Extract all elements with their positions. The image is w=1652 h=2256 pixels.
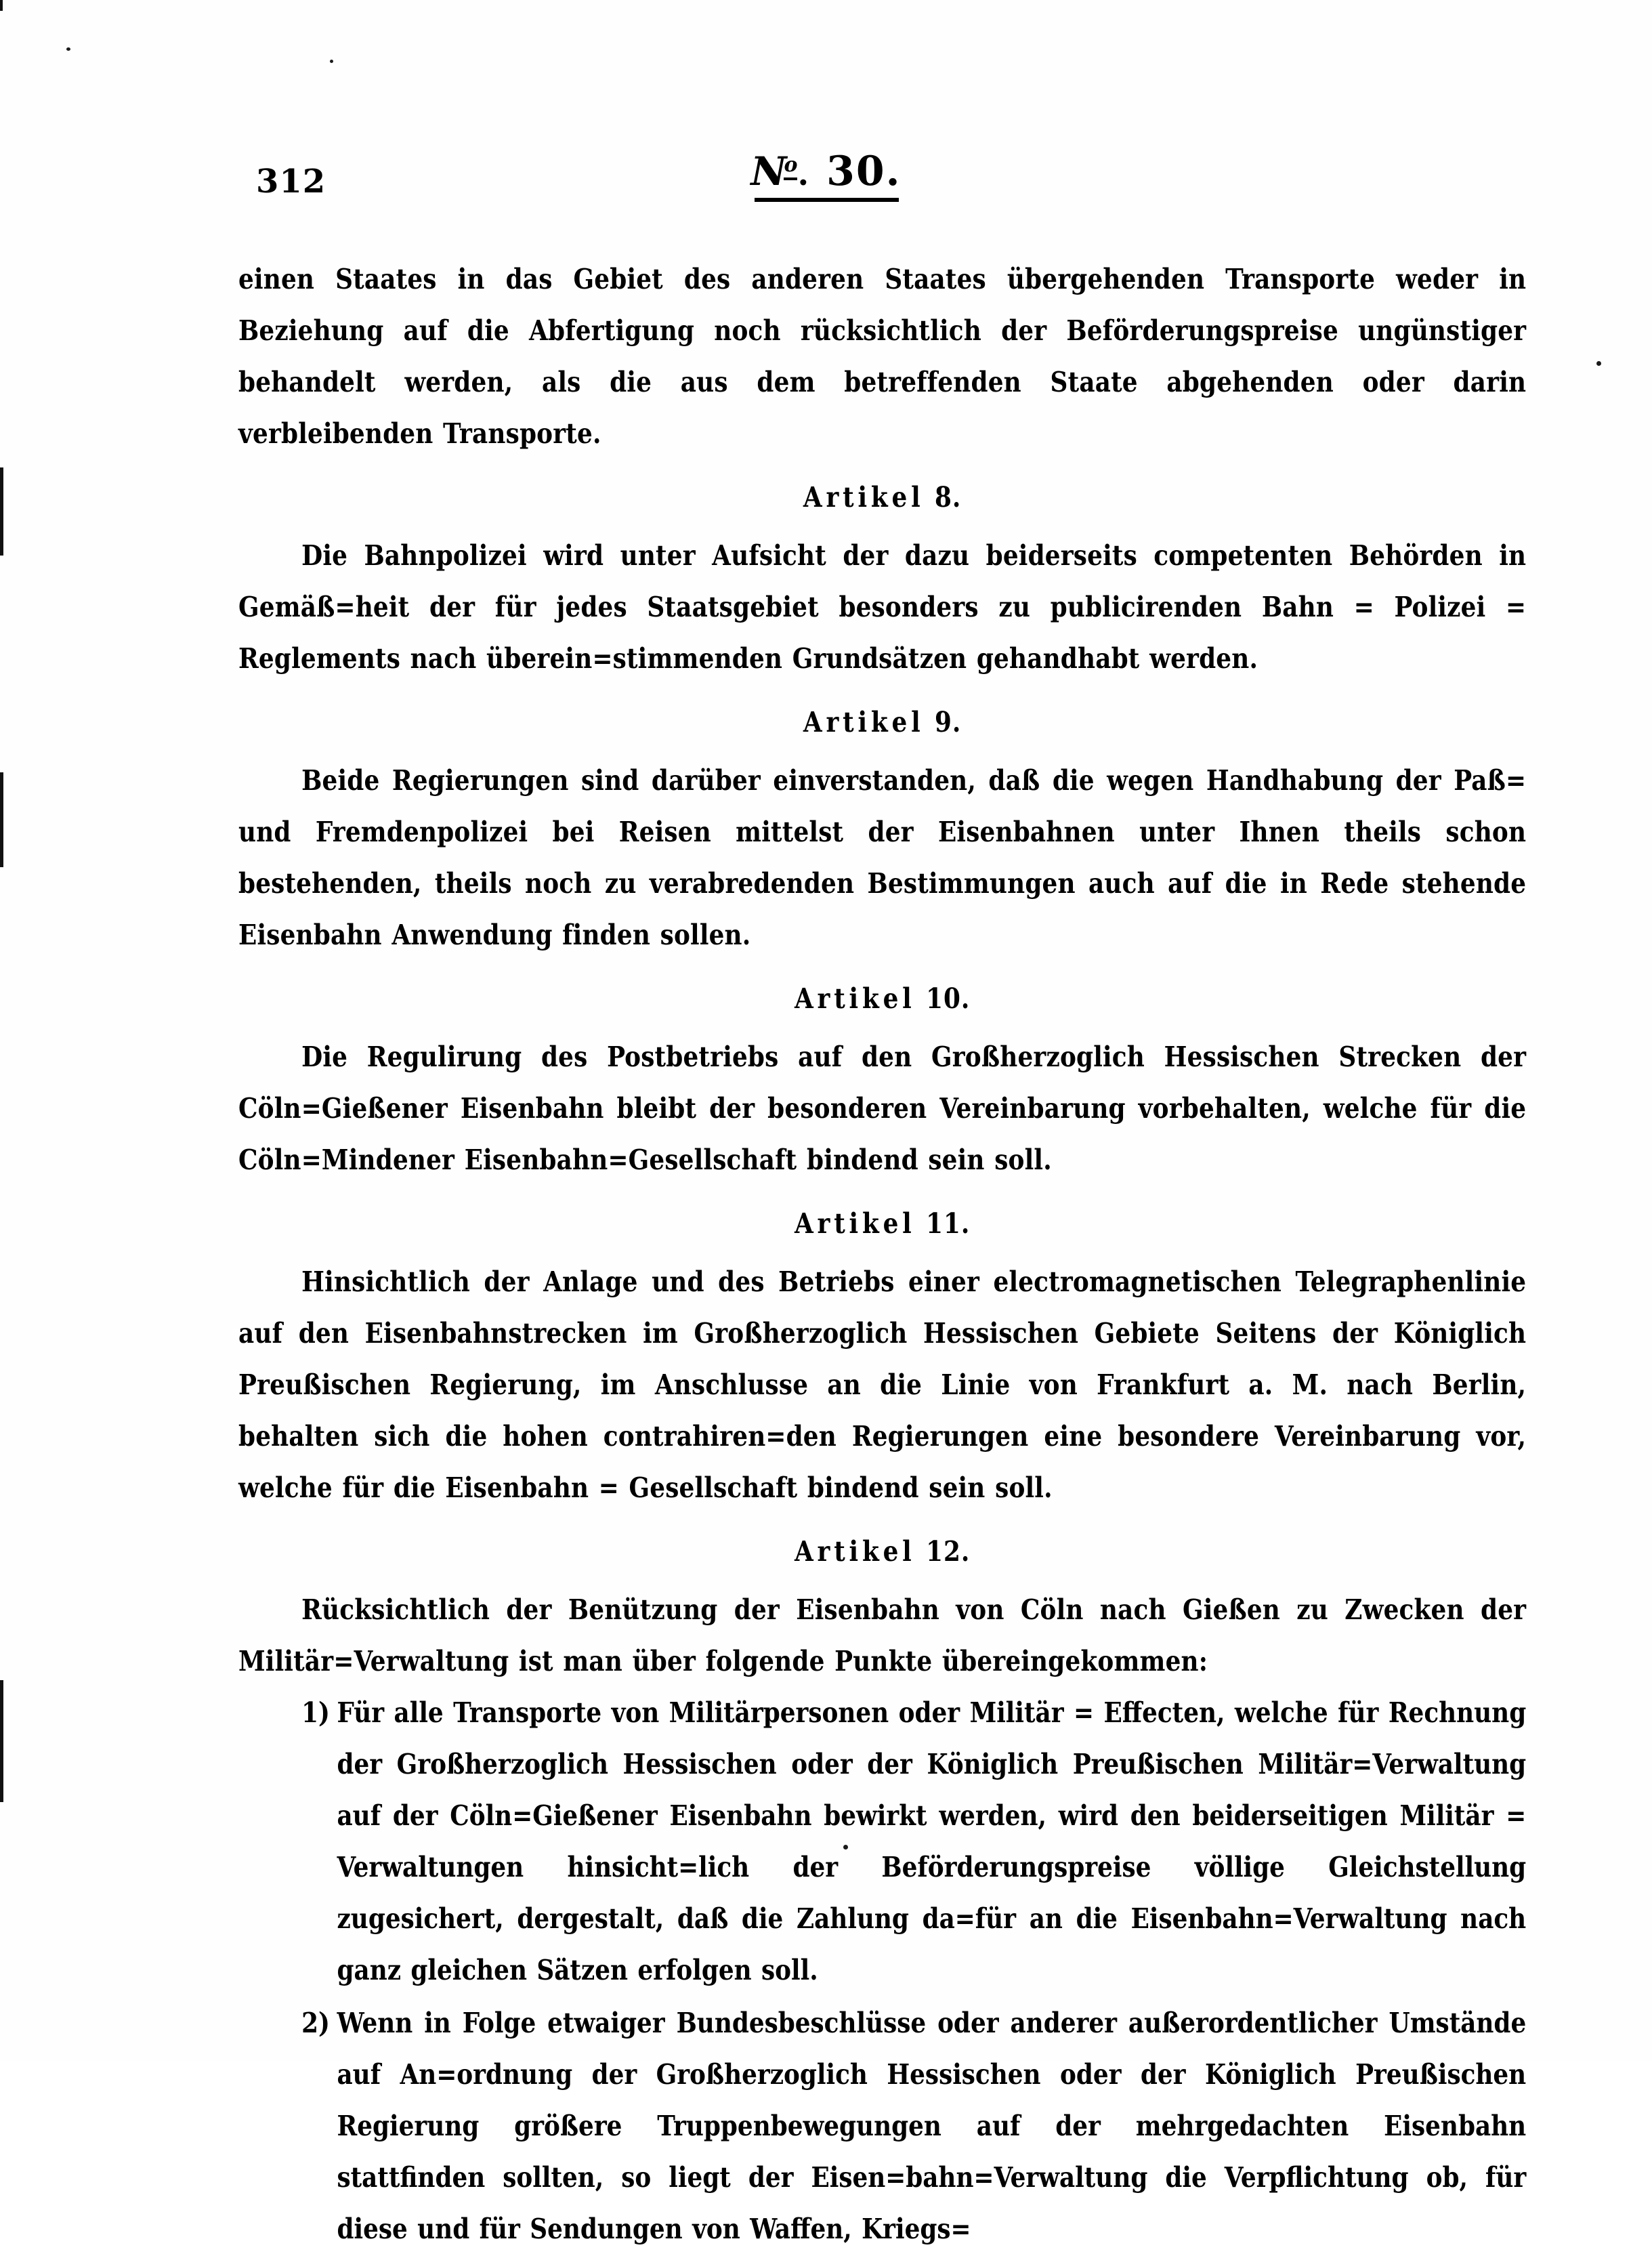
list-item-text: Wenn in Folge etwaiger Bundesbeschlüsse oder anderer außerordentlicher Umstände auf An=ordnung der Großherzoglich Hessischen oder der Königlich Preußischen Regierung größere Truppenbewegungen auf der mehrgedachten Eisenbahn stattfinden sollten, so liegt der Eisen=bahn=Verwaltung die Verpflichtung ob, für diese und für Sendungen von Waffen, Kriegs= bbox=[337, 2007, 1527, 2245]
scan-edge-mark bbox=[0, 467, 3, 556]
scan-speckle bbox=[330, 60, 333, 63]
scan-edge-mark bbox=[0, 0, 3, 11]
article-heading-10 bbox=[238, 970, 1526, 1027]
scan-speckle bbox=[66, 47, 70, 51]
issue-number: 30. bbox=[826, 148, 902, 195]
list-item-text: Für alle Transporte von Militärpersonen oder Militär = Effecten, welche für Rechnung der Großherzoglich Hessischen oder der Königlich Preußischen Militär=Verwaltung auf der Cöln=Gießener Eisenbahn bewirkt werden, wird den beiderseitigen Militär = Verwaltungen hinsicht=lich der Beförderungspreise völlige Gleichstellung zugesichert, dergestalt, daß die Zahlung da=für an die Eisenbahn=Verwaltung nach ganz gleichen Sätzen erfolgen soll. bbox=[337, 1696, 1527, 1986]
article-heading-label: Artikel bbox=[794, 982, 916, 1015]
article-heading-number: 10. bbox=[926, 982, 971, 1015]
article-heading-9 bbox=[238, 694, 1526, 751]
article-heading-number: 11. bbox=[926, 1207, 971, 1240]
article-heading-label: Artikel bbox=[803, 706, 925, 738]
numero-n-glyph: N bbox=[750, 148, 787, 194]
article-body-8: Die Bahnpolizei wird unter Aufsicht der dazu beiderseits competenten Behörden in Gemäß=heit der für jedes Staatsgebiet besonders zu publicirenden Bahn = Polizei = Reglements nach überein=stimmenden Grundsätzen gehandhabt werden. bbox=[238, 539, 1527, 675]
text-column bbox=[238, 253, 1566, 2256]
list-item-marker: 2) bbox=[301, 2007, 330, 2039]
article-heading-label: Artikel bbox=[803, 481, 925, 514]
article-body-10: Die Regulirung des Postbetriebs auf den Großherzoglich Hessischen Strecken der Cöln=Gießener Eisenbahn bleibt der besonderen Vereinbarung vorbehalten, welche für die Cöln=Mindener Eisenbahn=Gesellschaft bindend sein soll. bbox=[238, 1041, 1527, 1176]
article-body-12: Rücksichtlich der Benützung der Eisenbahn von Cöln nach Gießen zu Zwecken der Militär=Verwaltung ist man über folgende Punkte übereingekommen: bbox=[238, 1593, 1527, 1677]
article-heading-label: Artikel bbox=[794, 1535, 916, 1568]
page-number: 312 bbox=[256, 163, 326, 201]
numero-o-glyph: o bbox=[784, 153, 797, 180]
list-item bbox=[238, 1687, 1526, 1996]
scan-edge-mark bbox=[0, 772, 3, 867]
issue-header bbox=[0, 148, 1652, 202]
article-body-9: Beide Regierungen sind darüber einverstanden, daß die wegen Handhabung der Paß= und Fremdenpolizei bei Reisen mittelst der Eisenbahnen unter Ihnen theils schon bestehenden, theils noch zu verabredenden Bestimmungen auch auf die in Rede stehende Eisenbahn Anwendung finden sollen. bbox=[238, 764, 1527, 951]
article-heading-12 bbox=[238, 1523, 1526, 1580]
numbered-list bbox=[238, 1687, 1566, 2255]
header-rule bbox=[755, 198, 898, 202]
article-body-11: Hinsichtlich der Anlage und des Betriebs einer electromagnetischen Telegraphenlinie auf den Eisenbahnstrecken im Großherzoglich Hessischen Gebiete Seitens der Königlich Preußischen Regierung, im Anschlusse an die Linie von Frankfurt a. M. nach Berlin, behalten sich die hohen contrahiren=den Regierungen eine besondere Vereinbarung vor, welche für die Eisenbahn = Gesellschaft bindend sein soll. bbox=[238, 1266, 1527, 1504]
list-item-marker: 1) bbox=[301, 1696, 330, 1729]
article-heading-11 bbox=[238, 1195, 1526, 1252]
article-heading-number: 8. bbox=[935, 481, 962, 514]
article-heading-label: Artikel bbox=[794, 1207, 916, 1240]
list-item bbox=[238, 1997, 1526, 2255]
page-header bbox=[0, 148, 1652, 222]
intro-paragraph: einen Staates in das Gebiet des anderen Staates übergehenden Transporte weder in Beziehung auf die Abfertigung noch rücksichtlich der Beförderungspreise ungünstiger behandelt werden, als die aus dem betreffenden Staate abgehenden oder darin verbleibenden Transporte. bbox=[238, 263, 1527, 450]
numero-dot-glyph: . bbox=[797, 155, 809, 193]
article-heading-8 bbox=[238, 469, 1526, 526]
scan-speckle bbox=[1596, 361, 1601, 366]
scan-edge-mark bbox=[0, 1680, 3, 1802]
article-heading-number: 12. bbox=[926, 1535, 971, 1568]
article-heading-number: 9. bbox=[935, 706, 962, 738]
